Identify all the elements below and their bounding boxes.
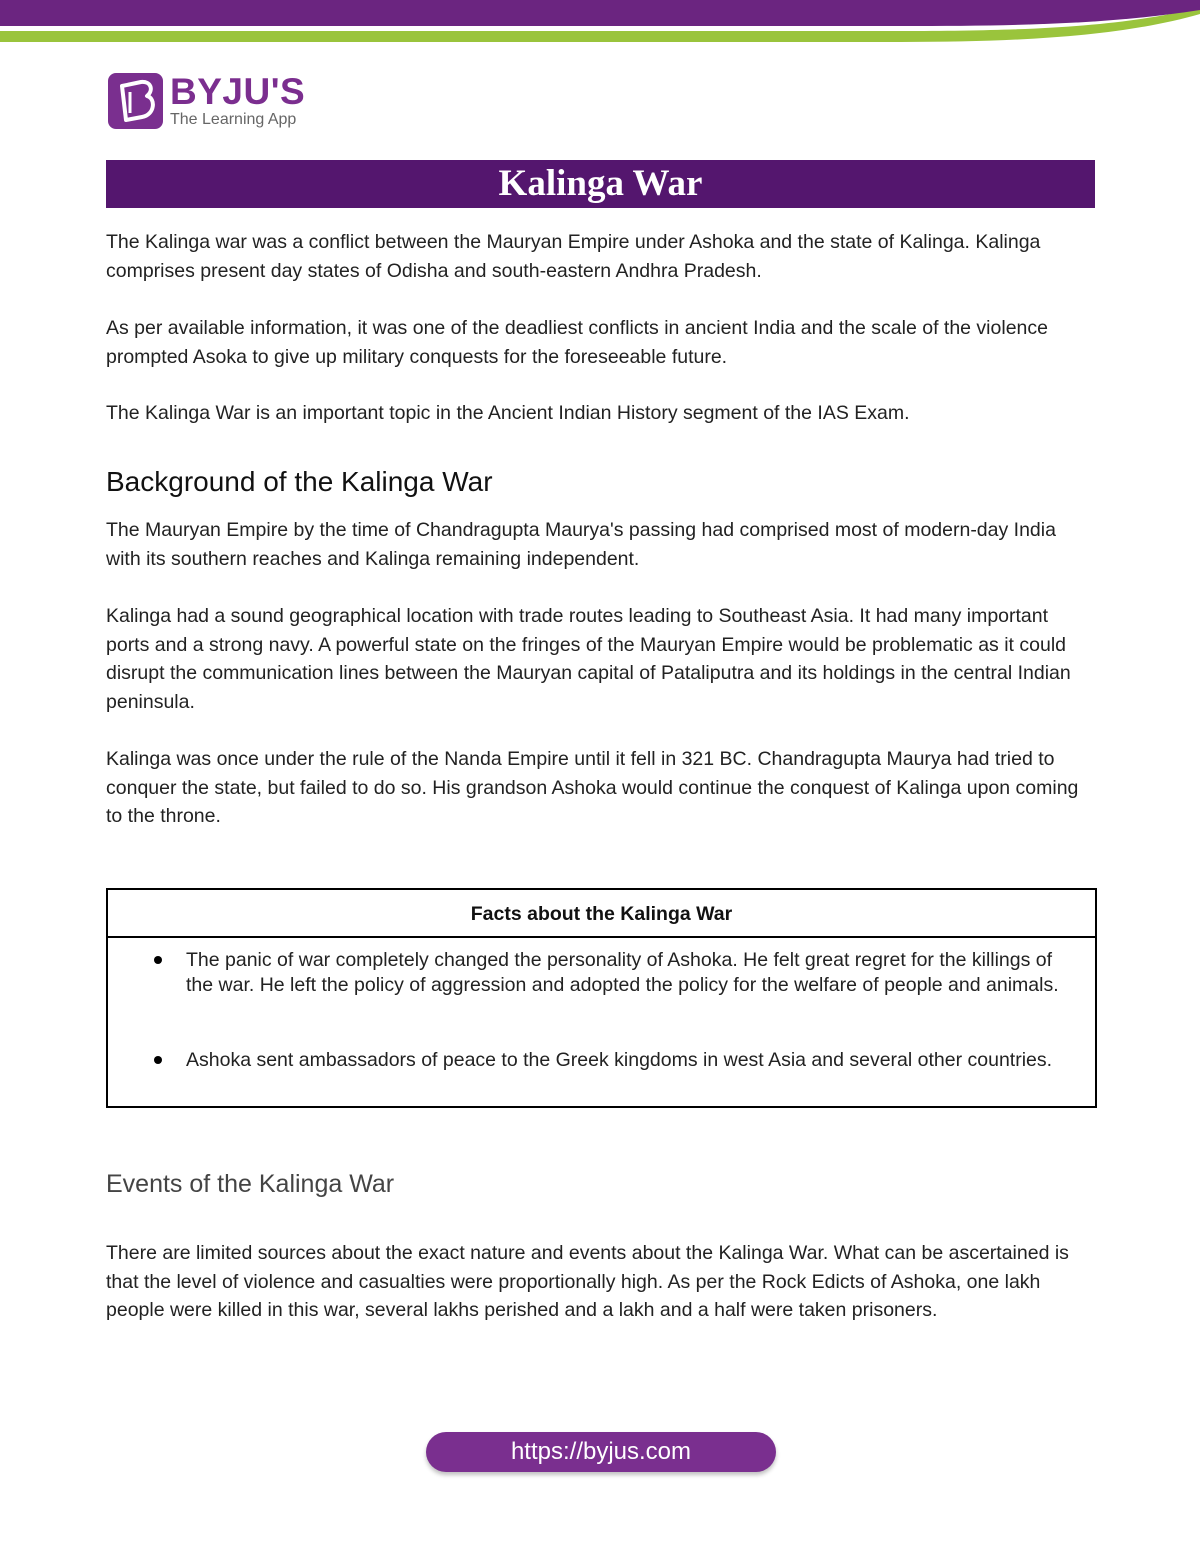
background-heading: Background of the Kalinga War [106,466,493,497]
page-title: Kalinga War [106,160,1095,208]
facts-table [106,888,1097,1108]
intro-paragraph-3: The Kalinga War is an important topic in the Ancient Indian History segment of the IAS Exam. [106,402,910,424]
facts-table-heading: Facts about the Kalinga War [108,890,1095,938]
brand-name: BYJU'S [170,71,306,112]
facts-list-item-1: The panic of war completely changed the personality of Ashoka. He felt great regret for the killings of the war. He left the policy of aggression and adopted the policy for the welfare of people and animals. [186,949,1059,996]
intro-paragraph-2: As per available information, it was one of the deadliest conflicts in ancient India and the scale of the violence prompted Asoka to give up military conquests for the foreseeable future. [106,317,1048,368]
brand-tagline: The Learning App [170,111,297,128]
background-paragraph-3: Kalinga was once under the rule of the Nanda Empire until it fell in 321 BC. Chandragupta Maurya had tried to conquer the state, but failed to do so. His grandson Ashoka would continue the conquest of Kalinga upon coming to the throne. [106,748,1079,828]
facts-list-item-2: Ashoka sent ambassadors of peace to the Greek kingdoms in west Asia and several other countries. [186,1049,1053,1071]
byjus-logo-mark [108,73,163,129]
footer-url-link[interactable]: https://byjus.com [426,1432,776,1472]
header-decorative-band [0,0,1200,50]
events-heading: Events of the Kalinga War [106,1170,395,1198]
bullet-icon [154,956,162,964]
background-paragraph-2: Kalinga had a sound geographical location with trade routes leading to Southeast Asia. It had many important ports and a strong navy. A powerful state on the fringes of the Mauryan Empire would be problematic as it could disrupt the communication lines between the Mauryan capital of Pataliputra and its holdings in the central Indian peninsula. [106,605,1071,713]
background-paragraph-1: The Mauryan Empire by the time of Chandragupta Maurya's passing had comprised most of modern-day India with its southern reaches and Kalinga remaining independent. [106,519,1056,570]
events-paragraph-1: There are limited sources about the exact nature and events about the Kalinga War. What can be ascertained is that the level of violence and casualties were proportionally high. As per the Rock Edicts of Ashoka, one lakh people were killed in this war, several lakhs perished and a lakh and a half were taken prisoners. [106,1242,1069,1322]
bullet-icon [154,1056,162,1064]
intro-paragraph-1: The Kalinga war was a conflict between the Mauryan Empire under Ashoka and the state of Kalinga. Kalinga comprises present day states of Odisha and south-eastern Andhra Pradesh. [106,231,1041,282]
